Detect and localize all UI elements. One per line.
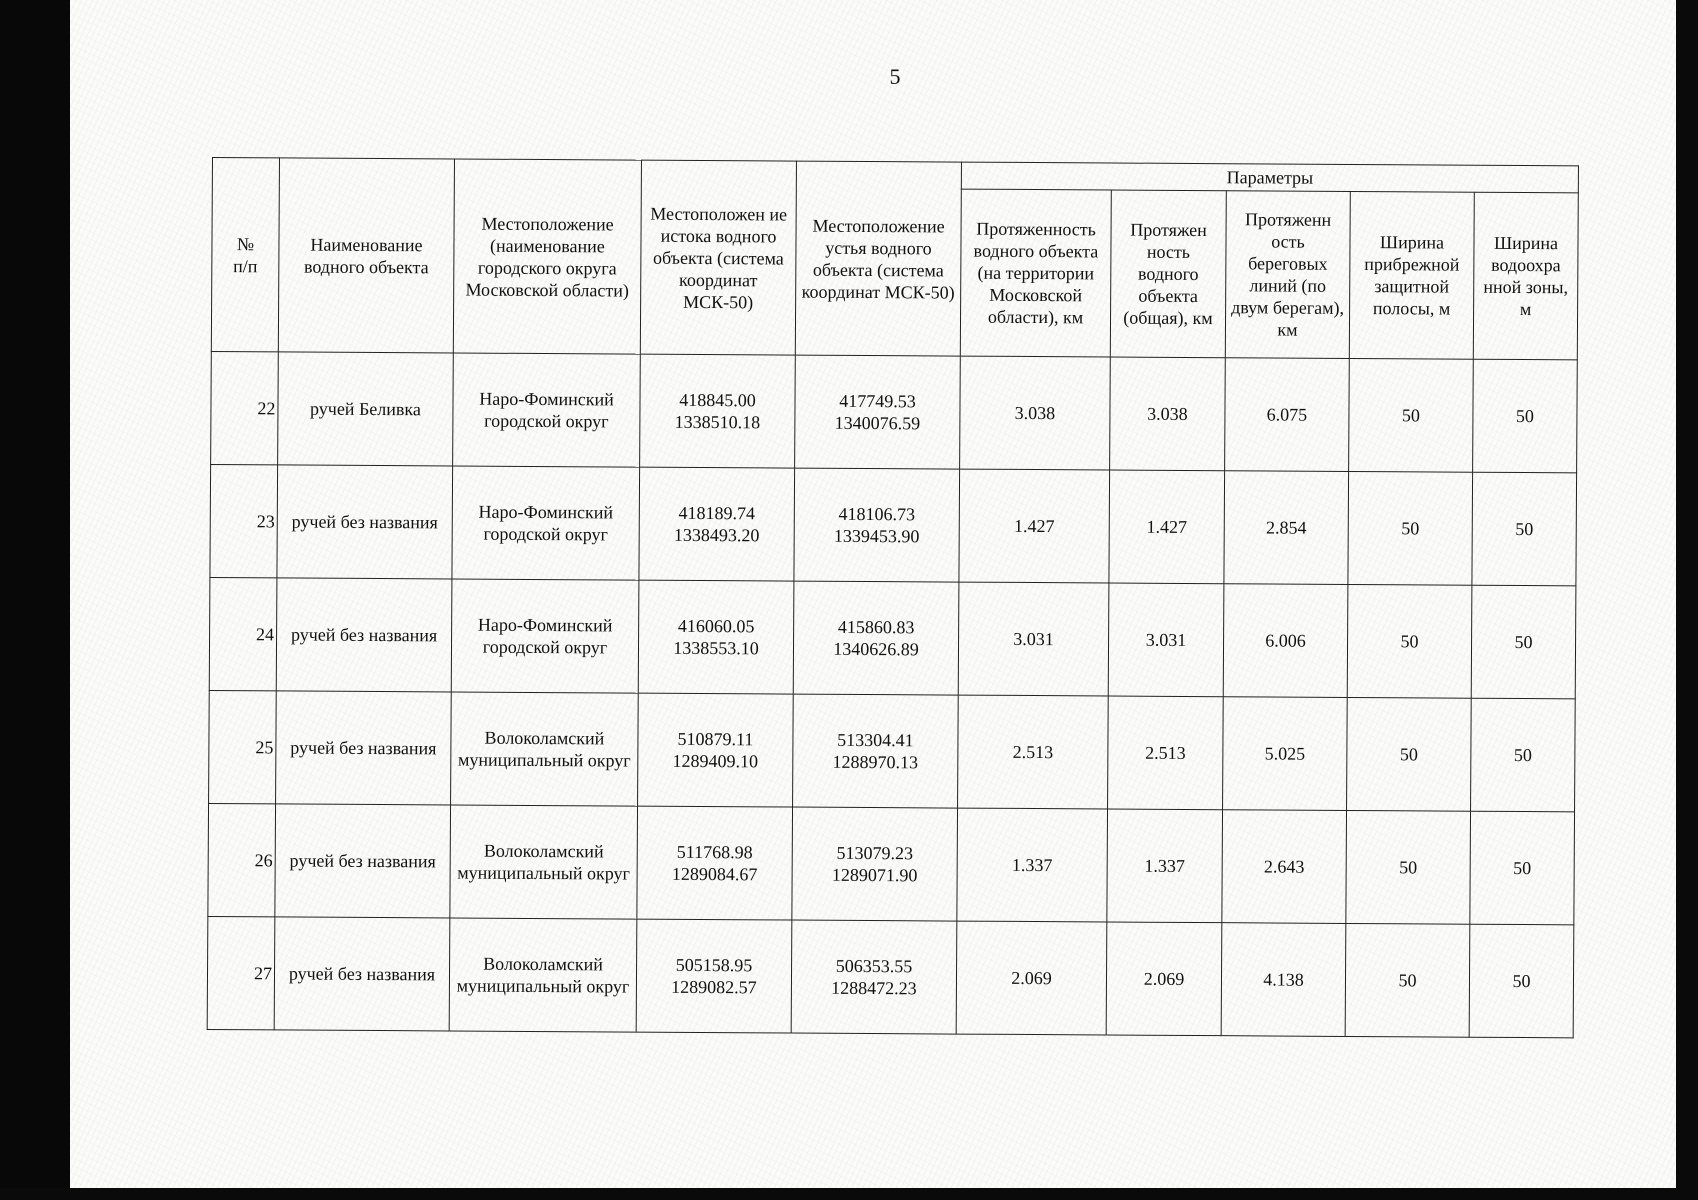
- cell-name: ручей без названия: [276, 578, 452, 692]
- cell-coastal-strip: 50: [1347, 697, 1472, 811]
- cell-location: Волоколамский муниципальный округ: [449, 918, 637, 1032]
- cell-length-region: 1.337: [957, 808, 1108, 922]
- header-source: Местоположен ие истока водного объекта (система координат МСК-50): [640, 160, 796, 355]
- cell-name: ручей Беливка: [278, 352, 454, 466]
- cell-length-total: 1.427: [1109, 470, 1225, 584]
- cell-source: 511768.98 1289084.67: [637, 806, 793, 920]
- table-row: [209, 690, 1576, 811]
- header-coastal-strip: Ширина прибрежной защитной полосы, м: [1349, 191, 1474, 359]
- cell-water-zone: 50: [1472, 472, 1577, 586]
- cell-shore-length: 5.025: [1223, 697, 1348, 811]
- cell-source: 510879.11 1289409.10: [638, 693, 794, 807]
- cell-name: ручей без названия: [277, 465, 453, 579]
- cell-source: 505158.95 1289082.57: [636, 919, 792, 1033]
- water-objects-table: [207, 157, 1579, 1038]
- cell-shore-length: 2.643: [1222, 810, 1347, 924]
- header-name: Наименование водного объекта: [278, 158, 454, 353]
- cell-shore-length: 6.075: [1225, 358, 1350, 472]
- cell-length-total: 1.337: [1107, 809, 1223, 923]
- header-num: № п/п: [211, 158, 279, 352]
- table-row: [210, 464, 1577, 585]
- table-row: [209, 577, 1576, 698]
- header-water-zone: Ширина водоохра нной зоны, м: [1473, 192, 1578, 360]
- cell-coastal-strip: 50: [1345, 923, 1470, 1037]
- cell-mouth: 415860.83 1340626.89: [793, 581, 959, 695]
- cell-mouth: 513079.23 1289071.90: [792, 807, 958, 921]
- scan-border-right: [1676, 0, 1698, 1200]
- cell-location: Волоколамский муниципальный округ: [450, 805, 638, 919]
- cell-location: Наро-Фоминский городской округ: [451, 579, 639, 693]
- scan-border-bottom: [0, 1188, 1698, 1200]
- cell-length-region: 3.031: [958, 582, 1109, 696]
- cell-source: 418189.74 1338493.20: [639, 467, 795, 581]
- table-row: [211, 351, 1578, 472]
- scan-border-left: [0, 0, 70, 1200]
- cell-length-total: 3.038: [1110, 357, 1226, 471]
- cell-mouth: 418106.73 1339453.90: [794, 468, 960, 582]
- cell-shore-length: 6.006: [1223, 584, 1348, 698]
- header-location: Местоположение (наименование городского округа Московской области): [453, 159, 641, 354]
- header-mouth: Местоположение устья водного объекта (система координат МСК-50): [795, 161, 961, 356]
- header-length-total: Протяжен ность водного объекта (общая), км: [1110, 190, 1226, 358]
- cell-water-zone: 50: [1473, 359, 1578, 473]
- cell-location: Наро-Фоминский городской округ: [452, 466, 640, 580]
- cell-shore-length: 2.854: [1224, 471, 1349, 585]
- cell-num: 25: [209, 690, 277, 803]
- table-row: [208, 803, 1575, 924]
- cell-num: 27: [207, 916, 275, 1029]
- cell-coastal-strip: 50: [1348, 471, 1473, 585]
- cell-source: 416060.05 1338553.10: [638, 580, 794, 694]
- cell-length-total: 3.031: [1108, 583, 1224, 697]
- cell-coastal-strip: 50: [1346, 810, 1471, 924]
- cell-coastal-strip: 50: [1347, 584, 1472, 698]
- table-row: [207, 916, 1574, 1037]
- cell-length-total: 2.069: [1106, 922, 1222, 1036]
- cell-length-region: 3.038: [960, 356, 1111, 470]
- cell-water-zone: 50: [1471, 585, 1576, 699]
- cell-length-total: 2.513: [1108, 696, 1224, 810]
- cell-name: ручей без названия: [276, 691, 452, 805]
- cell-source: 418845.00 1338510.18: [640, 354, 796, 468]
- cell-mouth: 417749.53 1340076.59: [795, 355, 961, 469]
- cell-num: 22: [211, 351, 279, 464]
- cell-mouth: 506353.55 1288472.23: [791, 920, 957, 1034]
- cell-location: Волоколамский муниципальный округ: [451, 692, 639, 806]
- page-number: 5: [889, 64, 901, 89]
- cell-coastal-strip: 50: [1349, 358, 1474, 472]
- cell-location: Наро-Фоминский городской округ: [453, 353, 641, 467]
- cell-length-region: 2.069: [956, 921, 1107, 1035]
- header-params: Параметры: [961, 162, 1578, 193]
- cell-num: 24: [209, 577, 277, 690]
- header-shore-length: Протяженн ость береговых линий (по двум берегам), км: [1225, 191, 1350, 359]
- cell-length-region: 2.513: [958, 695, 1109, 809]
- cell-mouth: 513304.41 1288970.13: [793, 694, 959, 808]
- cell-water-zone: 50: [1469, 924, 1574, 1038]
- cell-water-zone: 50: [1471, 698, 1576, 812]
- header-length-region: Протяженность водного объекта (на территории Московской области), км: [960, 189, 1111, 357]
- cell-num: 23: [210, 464, 278, 577]
- cell-num: 26: [208, 803, 276, 916]
- cell-name: ручей без названия: [274, 917, 450, 1031]
- cell-shore-length: 4.138: [1221, 923, 1346, 1037]
- cell-water-zone: 50: [1470, 811, 1575, 925]
- cell-name: ручей без названия: [275, 804, 451, 918]
- cell-length-region: 1.427: [959, 469, 1110, 583]
